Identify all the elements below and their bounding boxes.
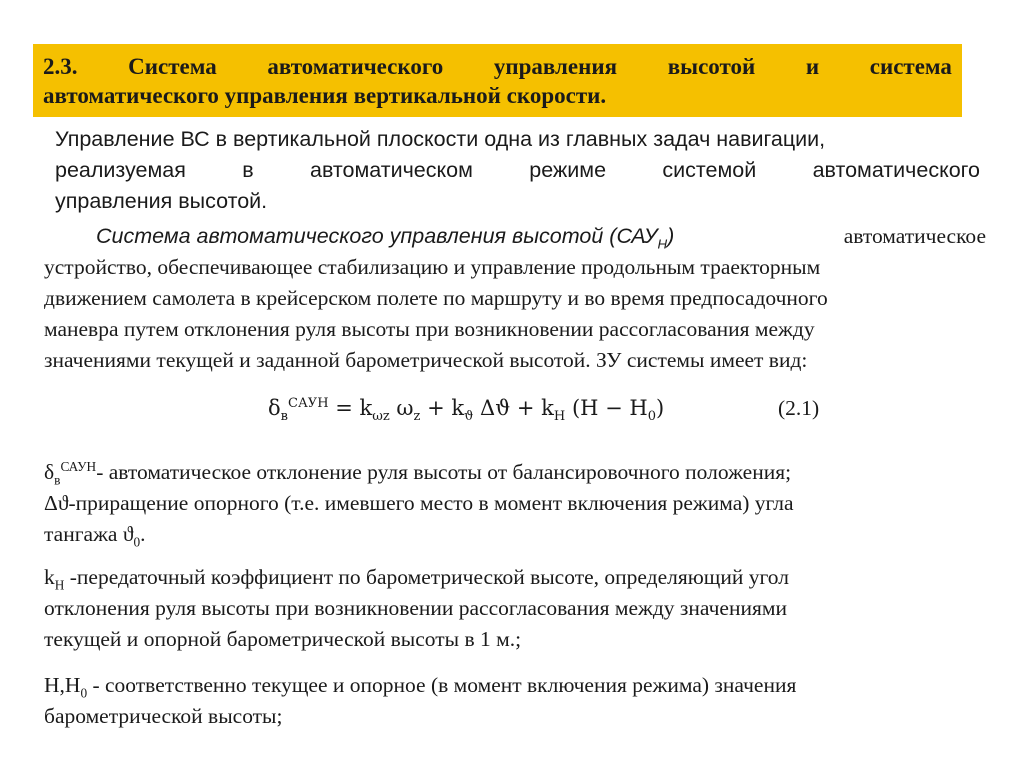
title-word: и bbox=[805, 54, 820, 79]
intro-line-1: Управление ВС в вертикальной плоскости одна из главных задач навигации, bbox=[55, 127, 826, 151]
h-explanation bbox=[44, 670, 984, 732]
definition-line-1-rest: автоматическое bbox=[843, 224, 986, 248]
section-number: 2.3. bbox=[43, 54, 78, 79]
formula-part: ω bbox=[389, 396, 414, 420]
p1-line-3-text: тангажа ϑ bbox=[44, 522, 134, 546]
definition-line-2: устройство, обеспечивающее стабилизацию и управление продольным траекторным bbox=[44, 255, 821, 279]
definition-line-3: движением самолета в крейсерском полете по маршруту и во время предпосадочного bbox=[44, 286, 828, 310]
p2-symbol: k bbox=[44, 565, 55, 589]
intro-word: автоматическом bbox=[310, 158, 473, 182]
formula-delta: δ bbox=[268, 396, 281, 420]
p1-line-3 bbox=[44, 519, 984, 550]
definition-paragraph bbox=[44, 221, 986, 376]
p2-line-3: текущей и опорной барометрической высоты в 1 м.; bbox=[44, 627, 522, 651]
formula-part: = k bbox=[328, 396, 373, 420]
p3-line-1-text: - соответственно текущее и опорное (в момент включения режима) значения bbox=[87, 673, 797, 697]
control-law-formula bbox=[268, 396, 665, 425]
formula-part: (H − H bbox=[565, 396, 648, 420]
p1-line-1 bbox=[44, 457, 984, 488]
title-word: управления bbox=[493, 54, 618, 79]
p3-symbol: H,H bbox=[44, 673, 81, 697]
definition-line-5: значениями текущей и заданной барометрической высотой. ЗУ системы имеет вид: bbox=[44, 348, 808, 372]
formula-sub: z bbox=[413, 409, 421, 425]
intro-word: реализуемая bbox=[55, 158, 186, 182]
p1-line-3-end: . bbox=[140, 522, 146, 546]
formula-delta-sup: САУН bbox=[287, 396, 329, 411]
title-word: Система bbox=[128, 54, 217, 79]
intro-paragraph bbox=[55, 124, 980, 217]
title-word: автоматического bbox=[267, 54, 444, 79]
section-title bbox=[33, 44, 962, 117]
equation-number: (2.1) bbox=[778, 396, 820, 420]
p1-line-1-text: - автоматическое отклонение руля высоты от балансировочного положения; bbox=[96, 460, 792, 484]
definition-term bbox=[96, 221, 674, 252]
intro-word: автоматического bbox=[812, 158, 980, 182]
formula-part: + k bbox=[420, 396, 465, 420]
intro-line-3: управления высотой. bbox=[55, 189, 268, 213]
intro-word: режиме bbox=[529, 158, 607, 182]
formula-part: Δϑ + k bbox=[473, 396, 554, 420]
formula-sub: H bbox=[553, 409, 566, 425]
p2-line-2: отклонения руля высоты при возникновении рассогласования между значениями bbox=[44, 596, 787, 620]
formula-part: ) bbox=[656, 396, 665, 420]
intro-word: системой bbox=[662, 158, 757, 182]
formula-sub: ϑ bbox=[464, 409, 474, 425]
p3-symbol-sub: 0 bbox=[80, 685, 88, 701]
definition-line-1 bbox=[44, 221, 986, 252]
formula-delta-sub: в bbox=[280, 409, 288, 425]
title-word: высотой bbox=[667, 54, 756, 79]
p2-line-1 bbox=[44, 562, 984, 593]
p1-symbol: δ bbox=[44, 460, 55, 484]
title-word: система bbox=[869, 54, 952, 79]
term-text: Система автоматического управления высотой (САУ bbox=[96, 224, 658, 248]
p1-symbol-sup: САУН bbox=[60, 458, 97, 474]
p2-symbol-sub: H bbox=[54, 577, 65, 593]
intro-line-2 bbox=[55, 155, 980, 186]
delta-explanation bbox=[44, 457, 984, 550]
formula-sub: 0 bbox=[647, 409, 656, 425]
term-close: ) bbox=[667, 224, 675, 248]
p1-line-3-sub: 0 bbox=[133, 534, 141, 550]
title-line-2: автоматического управления вертикальной скорости. bbox=[43, 83, 607, 108]
intro-word: в bbox=[242, 158, 254, 182]
p1-line-2: Δϑ-приращение опорного (т.е. имевшего место в момент включения режима) угла bbox=[44, 491, 794, 515]
p3-line-2: барометрической высоты; bbox=[44, 704, 283, 728]
kh-explanation bbox=[44, 562, 984, 655]
title-line-1 bbox=[43, 52, 952, 81]
p3-line-1 bbox=[44, 670, 984, 701]
definition-line-4: маневра путем отклонения руля высоты при возникновении рассогласования между bbox=[44, 317, 815, 341]
term-subscript: Н bbox=[657, 236, 668, 252]
p2-line-1-text: -передаточный коэффициент по барометрической высоте, определяющий угол bbox=[64, 565, 789, 589]
p1-symbol-sub: в bbox=[54, 472, 61, 488]
formula-sub: ωz bbox=[372, 409, 390, 425]
